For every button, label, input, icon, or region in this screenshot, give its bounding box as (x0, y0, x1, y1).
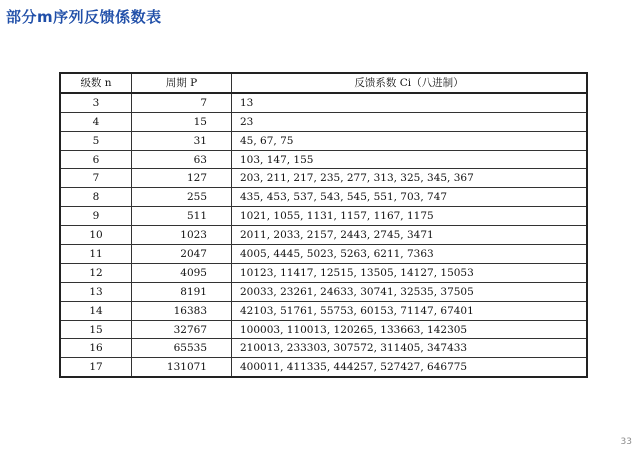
period-cell: 65535 (132, 339, 232, 358)
coefficients-cell: 400011, 411335, 444257, 527427, 646775 (232, 358, 588, 377)
stage-cell: 14 (60, 301, 132, 320)
coefficients-cell: 42103, 51761, 55753, 60153, 71147, 67401 (232, 301, 588, 320)
stage-cell: 10 (60, 226, 132, 245)
stage-cell: 9 (60, 207, 132, 226)
coefficients-cell: 100003, 110013, 120265, 133663, 142305 (232, 320, 588, 339)
table-row (60, 320, 587, 339)
period-cell: 63 (132, 150, 232, 169)
header-period: 周期 P (132, 73, 232, 93)
stage-cell: 3 (60, 93, 132, 112)
coefficients-cell: 2011, 2033, 2157, 2443, 2745, 3471 (232, 226, 588, 245)
period-cell: 2047 (132, 245, 232, 264)
stage-cell: 5 (60, 131, 132, 150)
table-row (60, 226, 587, 245)
period-cell: 4095 (132, 263, 232, 282)
period-cell: 511 (132, 207, 232, 226)
header-coefficients: 反馈系数 Ci（八进制） (232, 73, 588, 93)
coefficients-cell: 20033, 23261, 24633, 30741, 32535, 37505 (232, 282, 588, 301)
table-row (60, 131, 587, 150)
table-row (60, 263, 587, 282)
stage-cell: 13 (60, 282, 132, 301)
stage-cell: 6 (60, 150, 132, 169)
coefficients-cell: 23 (232, 112, 588, 131)
coefficients-cell: 103, 147, 155 (232, 150, 588, 169)
stage-cell: 7 (60, 169, 132, 188)
coefficients-cell: 203, 211, 217, 235, 277, 313, 325, 345, 367 (232, 169, 588, 188)
stage-cell: 12 (60, 263, 132, 282)
stage-cell: 11 (60, 245, 132, 264)
period-cell: 131071 (132, 358, 232, 377)
period-cell: 8191 (132, 282, 232, 301)
table-row (60, 150, 587, 169)
stage-cell: 4 (60, 112, 132, 131)
table-row (60, 245, 587, 264)
coefficients-cell: 4005, 4445, 5023, 5263, 6211, 7363 (232, 245, 588, 264)
period-cell: 16383 (132, 301, 232, 320)
period-cell: 15 (132, 112, 232, 131)
header-stage: 级数 n (60, 73, 132, 93)
coefficients-cell: 10123, 11417, 12515, 13505, 14127, 15053 (232, 263, 588, 282)
table-row (60, 93, 587, 112)
table-row (60, 188, 587, 207)
table-row (60, 112, 587, 131)
table-header-row (60, 73, 587, 93)
table-row (60, 282, 587, 301)
table-row (60, 358, 587, 377)
period-cell: 1023 (132, 226, 232, 245)
period-cell: 127 (132, 169, 232, 188)
period-cell: 31 (132, 131, 232, 150)
table-row (60, 301, 587, 320)
coefficients-cell: 45, 67, 75 (232, 131, 588, 150)
period-cell: 7 (132, 93, 232, 112)
page-number: 33 (620, 437, 632, 447)
stage-cell: 15 (60, 320, 132, 339)
slide-title: 部分m序列反馈係数表 (6, 8, 162, 26)
table-row (60, 207, 587, 226)
period-cell: 32767 (132, 320, 232, 339)
m-sequence-feedback-table (59, 72, 588, 378)
stage-cell: 16 (60, 339, 132, 358)
coefficients-cell: 435, 453, 537, 543, 545, 551, 703, 747 (232, 188, 588, 207)
coefficients-cell: 13 (232, 93, 588, 112)
stage-cell: 8 (60, 188, 132, 207)
table-body (60, 93, 587, 377)
stage-cell: 17 (60, 358, 132, 377)
table-row (60, 339, 587, 358)
period-cell: 255 (132, 188, 232, 207)
coefficients-cell: 210013, 233303, 307572, 311405, 347433 (232, 339, 588, 358)
table-row (60, 169, 587, 188)
coefficients-cell: 1021, 1055, 1131, 1157, 1167, 1175 (232, 207, 588, 226)
